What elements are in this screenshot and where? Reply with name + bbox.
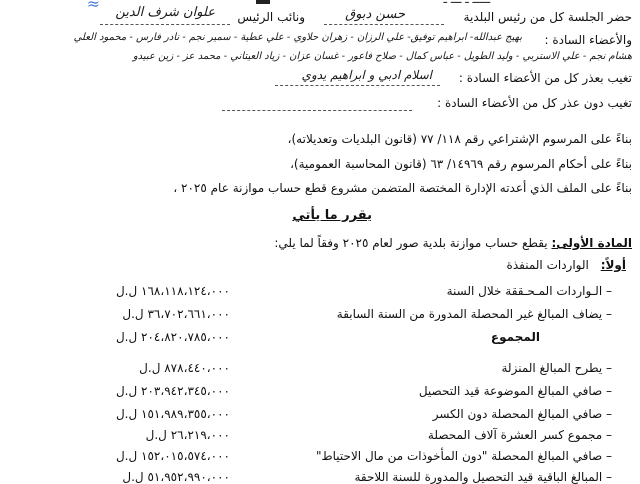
excused-label: تغيب بعذر كل من الأعضاء السادة : (458, 71, 632, 85)
preamble-accounting: بناءً على أحكام المرسوم رقم ١٤٩٦٩/ ٦٣ (قانون المحاسبة العمومية)، (290, 157, 632, 171)
blue-pen-mark: ≈ (86, 0, 100, 13)
section-first-label: أولاً: (600, 258, 626, 272)
section-first-line (507, 258, 626, 272)
members-line-2: هشام نجم - علي الاستربي - وليد الطويل - عباس كمال - صلاح فاعور - غسان عزان - زياد العيتاني - محمد عز - زين عبيدو (132, 51, 632, 62)
line-item-amount: ١٦٨،١١٨،١٢٤،٠٠٠ ل.ل (115, 284, 230, 298)
mayor-name: حسن دبوق (345, 7, 405, 22)
unexcused-underline (222, 110, 412, 111)
preamble-decree: بناءً على المرسوم الإشتراعي رقم ١١٨/ ٧٧ (قانون البلديات وتعديلاته)، (287, 132, 632, 146)
attend-prefix: حضر الجلسة كل من رئيس البلدية (463, 10, 632, 24)
line-item-label: – يطرح المبالغ المنزلة (501, 361, 612, 375)
line-item-label: – مجموع كسر العشرة آلاف المحصلة (427, 428, 612, 442)
preamble-file: بناءً على الملف الذي أعدته الإدارة المختصة المتضمن مشروع قطع حساب موازنة عام ٢٠٢٥ ، (173, 181, 632, 195)
line-item-amount: ٨٧٨،٤٤٠،٠٠٠ ل.ل (139, 361, 230, 375)
top-cutoff-text (443, 0, 490, 6)
article-one-line (274, 236, 632, 250)
decision-heading: يقرر ما يأتي (292, 208, 372, 223)
article-one-text: يقطع حساب موازنة بلدية صور لعام ٢٠٢٥ وفقاً لما يلي: (274, 236, 552, 250)
subtotal-label: المجموع (490, 330, 540, 344)
deputy-underline (100, 24, 230, 25)
line-item-label: – صافي المبالغ الموضوعة قيد التحصيل (418, 384, 612, 398)
line-item-label: – المبالغ الباقية قيد التحصيل والمدورة للسنة اللاحقة (354, 470, 612, 484)
section-first-title: الواردات المنفذة (506, 258, 589, 272)
deputy-name: علوان شرف الدين (115, 5, 215, 20)
line-item-amount: ١٥٢،٠١٥،٥٧٤،٠٠٠ ل.ل (115, 449, 230, 463)
line-item-amount: ٢٠٣،٩٤٢،٣٤٥،٠٠٠ ل.ل (115, 384, 230, 398)
top-blot (256, 0, 270, 4)
line-item-amount: ٣٦،٧٠٢،٦٦١،٠٠٠ ل.ل (122, 307, 230, 321)
excused-underline (275, 85, 440, 86)
line-item-amount: ٥١،٩٥٢،٩٩٠،٠٠٠ ل.ل (122, 470, 230, 484)
line-item-label: – يضاف المبالغ غير المحصلة المدورة من السنة السابقة (336, 307, 612, 321)
mayor-underline (324, 24, 444, 25)
line-item-label: – الـواردات المـحـققة خلال السنة (446, 284, 612, 298)
members-line-1: بهيج عبدالله- ابراهيم توفيق- علي الرزان - زهران حلاوي - علي عطية - سمير نجم - نادر فارس - محمود العلي (73, 32, 522, 43)
deputy-label: ونائب الرئيس (237, 10, 305, 24)
members-label: والأعضاء السادة : (544, 33, 632, 47)
line-item-amount: ١٥١،٩٨٩،٣٥٥،٠٠٠ ل.ل (115, 407, 230, 421)
unexcused-label: تغيب دون عذر كل من الأعضاء السادة : (437, 96, 632, 110)
excused-names: اسلام ادبي و ابراهيم يدوي (301, 68, 432, 82)
line-item-amount: ٢٦،٢١٩،٠٠٠ ل.ل (145, 428, 230, 442)
article-one-label: المادة الأولى: (551, 236, 632, 250)
subtotal-amount: ٢٠٤،٨٢٠،٧٨٥،٠٠٠ ل.ل (115, 330, 230, 344)
line-item-label: – صافي المبالغ المحصلة "دون المأخوذات من مال الاحتياط" (316, 449, 612, 463)
line-item-label: – صافي المبالغ المحصلة دون الكسر (432, 407, 612, 421)
